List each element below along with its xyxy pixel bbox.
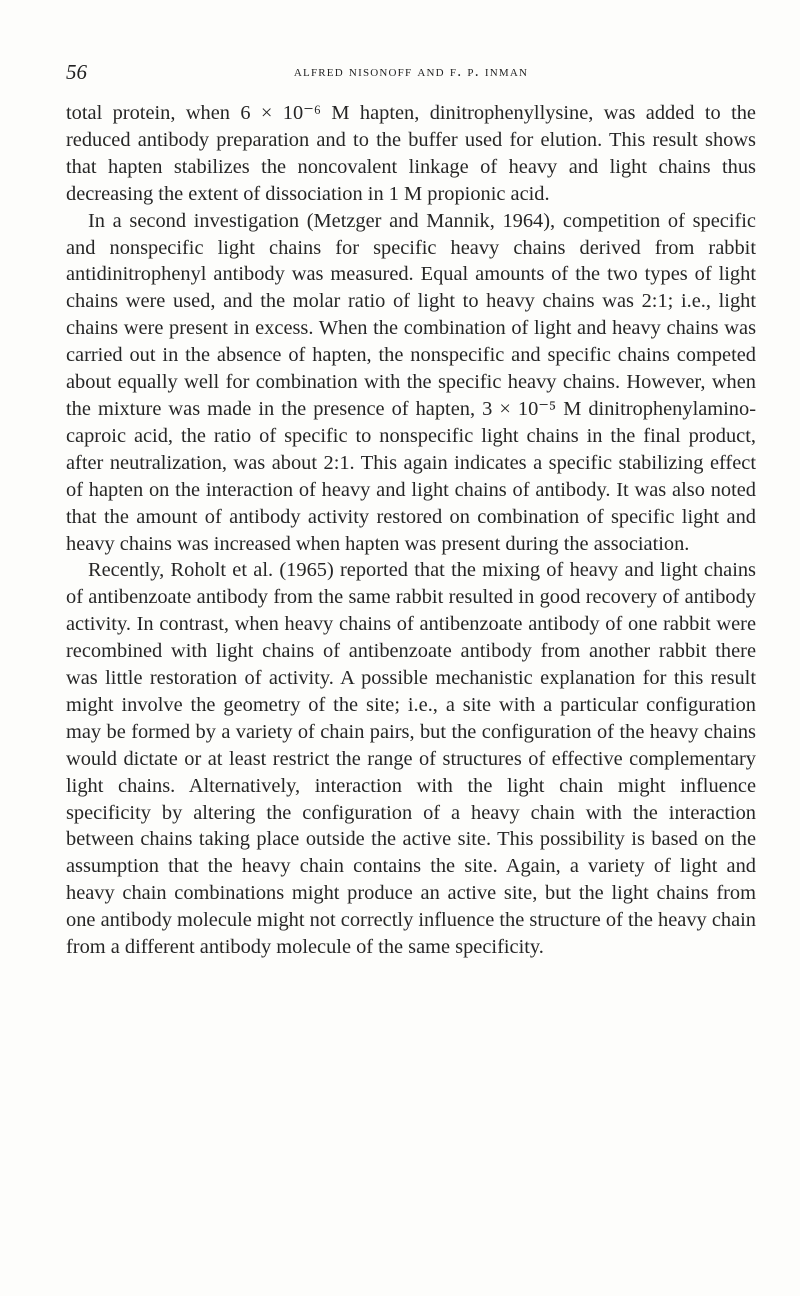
- page-header: [66, 60, 756, 88]
- page-number: 56: [66, 60, 87, 84]
- running-head: alfred nisonoff and f. p. inman: [293, 63, 529, 80]
- paragraph-3: Recently, Roholt et al. (1965) reported that the mixing of heavy and light chains of antibenzoate antibody from the same rabbit resulted in good recovery of antibody activity. In contrast, when heavy chains of antibenzoate antibody of one rabbit were recombined with light chains of antibenzoate antibody from another rabbit there was little restoration of activity. A possible mechanistic explanation for this result might involve the geometry of the site; i.e., a site with a particular configuration may be formed by a variety of chain pairs, but the configuration of the heavy chains would dictate or at least restrict the range of structures of effective complementary light chains. Alternatively, interaction with the light chain might influence specificity by altering the configuration of a heavy chain with the interaction between chains taking place outside the active site. This possibility is based on the assumption that the heavy chain contains the site. Again, a variety of light and heavy chain combinations might produce an active site, but the light chains from one antibody molecule might not correctly influence the structure of the heavy chain from a different antibody molecule of the same specificity.: [66, 559, 756, 959]
- body-text: [66, 100, 756, 961]
- paragraph-1: total protein, when 6 × 10⁻⁶ M hapten, dinitrophenyllysine, was added to the reduced antibody preparation and to the buffer used for elution. This result shows that hapten stabilizes the noncovalent linkage of heavy and light chains thus decreasing the extent of dissociation in 1 M propionic acid.: [66, 102, 756, 205]
- paragraph-2: In a second investigation (Metzger and Mannik, 1964), competition of specific and nonspecific light chains for specific heavy chains derived from rabbit antidinitrophenyl antibody was measured. Equal amounts of the two types of light chains were used, and the molar ratio of light to heavy chains was 2:1; i.e., light chains were present in excess. When the combination of light and heavy chains was carried out in the absence of hapten, the nonspecific and specific chains competed about equally well for combination with the specific heavy chains. However, when the mixture was made in the presence of hapten, 3 × 10⁻⁵ M dinitrophenylamino-caproic acid, the ratio of specific to nonspecific light chains in the final product, after neutralization, was about 2:1. This again indicates a specific stabilizing effect of hapten on the interaction of heavy and light chains of antibody. It was also noted that the amount of antibody activity restored on combination of specific light and heavy chains was increased when hapten was present during the association.: [66, 209, 756, 555]
